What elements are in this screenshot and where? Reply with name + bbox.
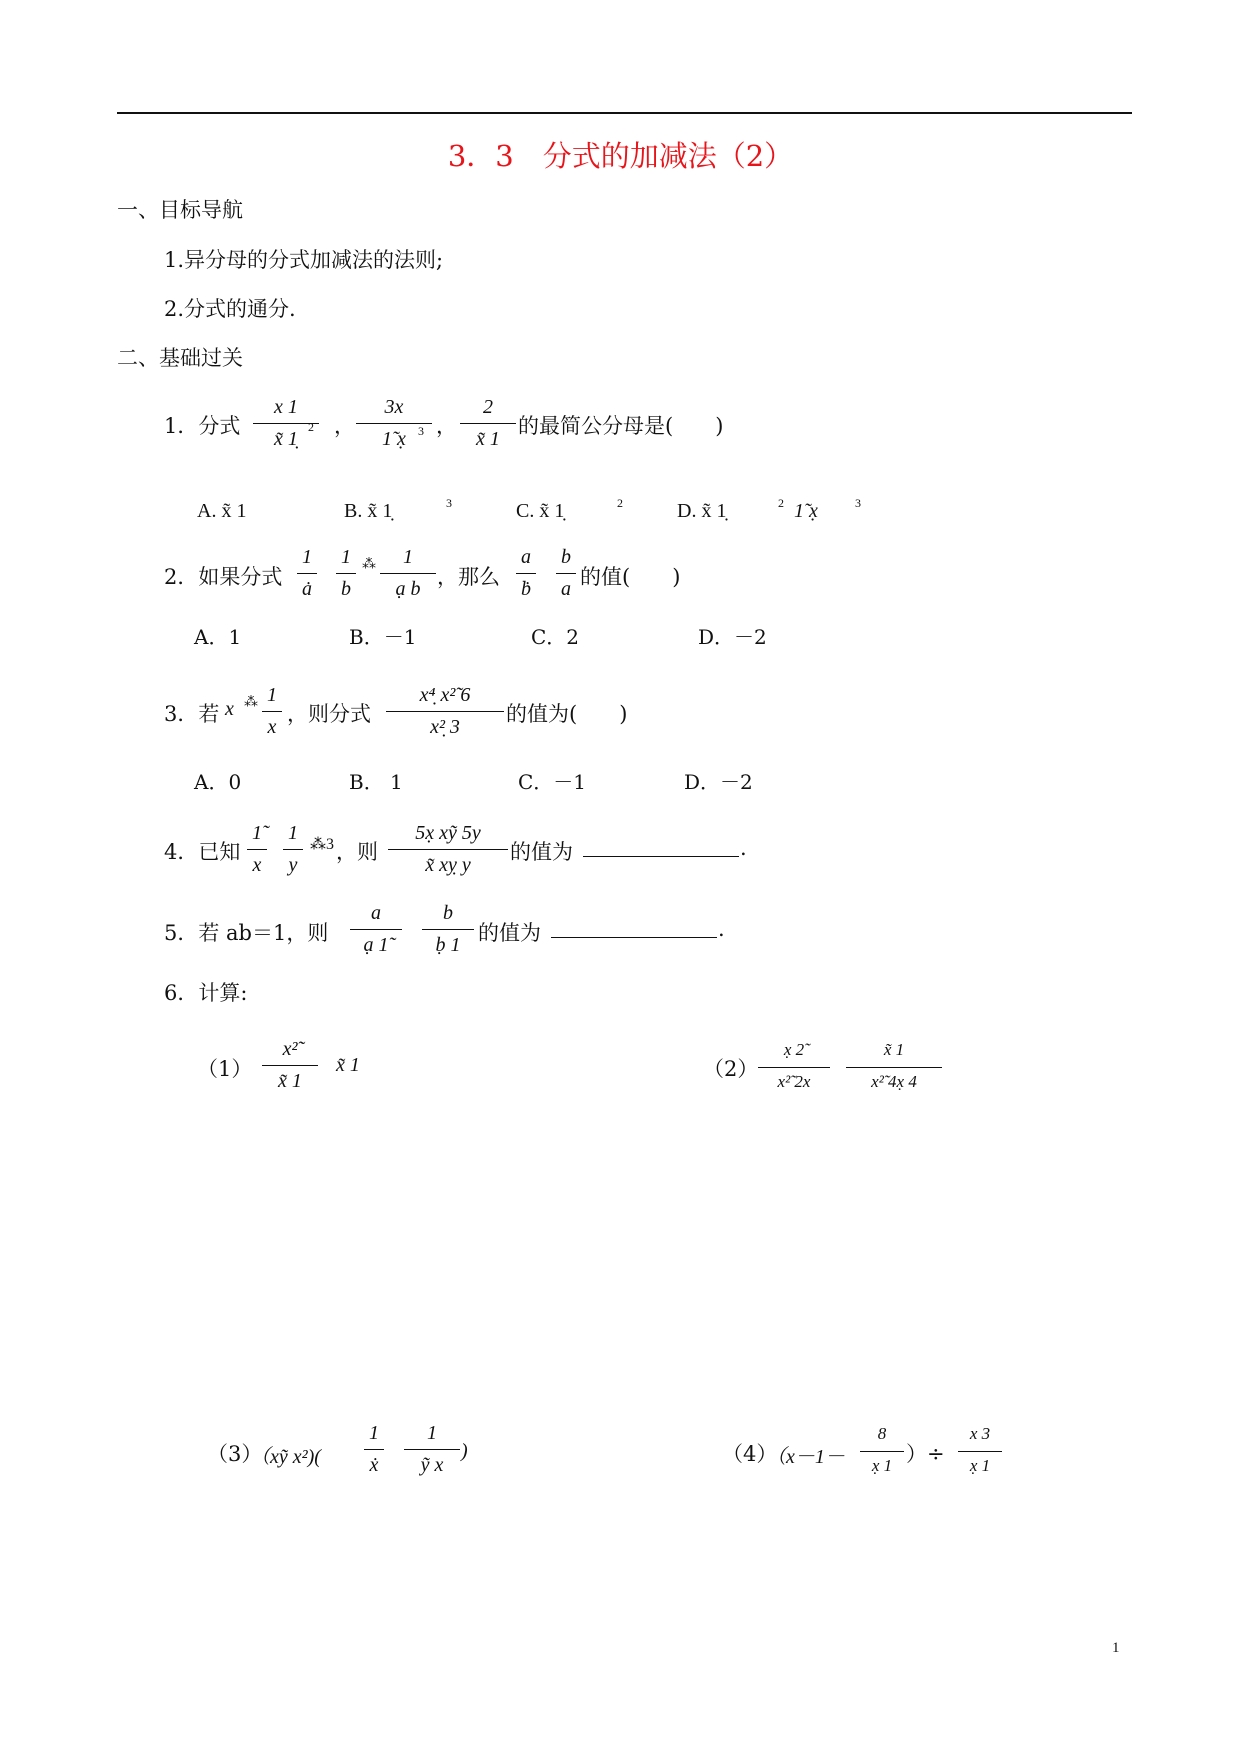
q5-end: . <box>718 917 725 941</box>
q6-p3-f1-numerator: 1 <box>369 1422 379 1444</box>
header-rule <box>117 112 1132 114</box>
q3-f2-denominator: x²̣ 3 <box>430 716 460 738</box>
q6-part4-fraction-1 <box>860 1424 904 1484</box>
q1-f3-numerator: 2 <box>483 396 493 418</box>
section-heading-goals: 一、目标导航 <box>117 198 243 222</box>
q2-fraction-1 <box>297 546 317 606</box>
q4-f2-denominator: y <box>288 854 298 876</box>
q2-fraction-3 <box>380 546 436 606</box>
q1-option-a: A. x̃ 1 <box>197 500 247 522</box>
fraction-bar <box>556 573 576 574</box>
q6-p2-f2-numerator: x̃ 1 <box>883 1040 905 1059</box>
fraction-bar <box>283 849 303 850</box>
q2-f1-denominator: ȧ <box>302 578 312 600</box>
q1-sep-1: ， <box>334 414 355 438</box>
fraction-bar <box>364 1449 384 1450</box>
q6-p4-f1-denominator: x̣ 1 <box>871 1456 893 1475</box>
q4-f1-denominator: x <box>252 854 262 876</box>
q2-f2-numerator: 1 <box>341 546 351 568</box>
q5-f1-denominator: ạ 1̃ <box>363 934 389 956</box>
q3-mid-text: ，则分式 <box>287 702 371 726</box>
q6-p2-f1-numerator: x̣ 2̃ <box>783 1040 805 1059</box>
q3-f1-numerator: 1 <box>267 684 277 706</box>
fraction-bar <box>262 711 282 712</box>
q1-f1-numerator: x 1 <box>274 396 298 418</box>
q4-fraction-1 <box>247 822 267 882</box>
q3-variable-x: x <box>225 698 234 720</box>
q2-mid-text: ，那么 <box>437 565 500 589</box>
fraction-bar <box>247 849 267 850</box>
q4-fraction-3 <box>388 822 508 882</box>
q6-p2-f2-denominator: x²̃ 4x̣ 4 <box>871 1072 917 1091</box>
q2-f3-denominator: ạ b <box>395 578 421 600</box>
q5-suffix: 的值为 <box>478 921 541 945</box>
section-heading-basics: 二、基础过关 <box>117 346 243 370</box>
q4-suffix: 的值为 <box>510 840 573 864</box>
q2-prefix: 2．如果分式 <box>164 565 283 589</box>
q3-option-c: C．－1 <box>518 770 587 794</box>
fraction-bar <box>336 573 356 574</box>
q2-f1-numerator: 1 <box>302 546 312 568</box>
q3-f2-numerator: x⁴̣ x²̃ 6 <box>419 684 471 706</box>
q4-end: . <box>740 836 747 860</box>
q6-part1-tail: x̃ 1 <box>336 1054 360 1076</box>
q3-fraction-1 <box>262 684 282 744</box>
q6-part4-pre: （x－1－ <box>766 1446 845 1468</box>
fraction-bar <box>350 929 402 930</box>
q1-option-b: B. x̃ 1̣ <box>344 500 393 522</box>
q2-fraction-2 <box>336 546 356 606</box>
q1-option-d: D. x̃ 1̣ <box>677 500 727 522</box>
q5-f2-denominator: ḅ 1 <box>435 934 461 956</box>
q6-p1-numerator: x²̃ <box>282 1038 298 1060</box>
q1-option-d-exponent: 2 <box>778 496 784 510</box>
q6-part2-fraction-2 <box>846 1040 942 1100</box>
fraction-bar <box>297 573 317 574</box>
q2-equals-symbol: ⁂ <box>362 557 376 572</box>
q6-part1-fraction <box>262 1038 318 1098</box>
page-title: 3．3 分式的加减法（2） <box>447 139 794 173</box>
q6-part1-label: （1） <box>197 1057 253 1081</box>
q6-part3-label: （3） <box>207 1442 263 1466</box>
q6-heading: 6．计算: <box>164 981 248 1005</box>
q5-f2-numerator: b <box>443 902 453 924</box>
q1-f3-denominator: x̃ 1 <box>476 428 500 450</box>
q2-f5-denominator: a <box>561 578 571 600</box>
q4-fraction-2 <box>283 822 303 882</box>
q6-part3-fraction-1 <box>364 1422 384 1482</box>
q6-part2-fraction-1 <box>758 1040 830 1100</box>
q4-prefix: 4．已知 <box>164 840 241 864</box>
q1-option-c: C. x̃ 1̣ <box>516 500 565 522</box>
q4-equals-three: ⁂3 <box>310 836 334 853</box>
q6-part3-fraction-2 <box>404 1422 460 1482</box>
fraction-bar <box>386 711 504 712</box>
q6-p3-f2-denominator: ỹ x <box>420 1454 444 1476</box>
q3-option-d: D．－2 <box>684 770 753 794</box>
q2-f4-denominator: ḃ <box>521 578 531 600</box>
q1-f1-denominator: x̃ 1̣ <box>274 428 298 450</box>
fraction-bar <box>516 573 536 574</box>
q1-fraction-3 <box>460 396 516 456</box>
q3-prefix: 3．若 <box>164 702 220 726</box>
q5-fraction-2 <box>422 902 474 962</box>
q2-fraction-4 <box>516 546 536 606</box>
q1-suffix: 的最简公分母是( ) <box>518 414 724 438</box>
q1-option-c-exponent: 2 <box>617 496 623 510</box>
q2-suffix: 的值( ) <box>580 565 681 589</box>
q6-p4-f2-numerator: x 3 <box>969 1424 991 1443</box>
fraction-bar <box>460 423 516 424</box>
q2-f5-numerator: b <box>561 546 571 568</box>
q4-answer-blank[interactable] <box>583 838 739 857</box>
q6-p4-f1-numerator: 8 <box>877 1424 887 1443</box>
fraction-bar <box>758 1067 830 1068</box>
q3-fraction-2 <box>386 684 504 744</box>
q2-f4-numerator: a <box>521 546 531 568</box>
goal-item-1: 1.异分母的分式加减法的法则; <box>164 248 444 272</box>
q6-part4-mid: ）÷ <box>906 1442 945 1466</box>
q6-p1-denominator: x̃ 1 <box>278 1070 302 1092</box>
q5-f1-numerator: a <box>371 902 381 924</box>
q6-p2-f1-denominator: x²̃ 2x <box>777 1072 811 1091</box>
q2-f2-denominator: b <box>341 578 351 600</box>
page-number: 1 <box>1112 1640 1120 1656</box>
q5-fraction-1 <box>350 902 402 962</box>
q6-p3-f2-numerator: 1 <box>427 1422 437 1444</box>
q4-f1-numerator: 1̃ <box>252 822 262 844</box>
q6-part3-pre: （xỹ x²)( <box>250 1446 321 1468</box>
q2-f3-numerator: 1 <box>403 546 413 568</box>
q4-f3-denominator: x̃ xỵ y <box>425 854 471 876</box>
q4-mid-text: ，则 <box>336 840 378 864</box>
q5-prefix: 5．若 ab＝1，则 <box>164 921 329 945</box>
q3-f1-denominator: x <box>267 716 277 738</box>
q4-f3-numerator: 5x̣ xỹ 5y <box>415 822 481 844</box>
q3-equals-symbol: ⁂ <box>244 695 258 710</box>
fraction-bar <box>404 1449 460 1450</box>
q1-f2-exponent: 3 <box>418 424 424 438</box>
q6-part4-label: （4） <box>722 1442 778 1466</box>
q3-option-b: B． 1 <box>349 770 403 794</box>
q3-option-a: A．0 <box>194 770 242 794</box>
q2-fraction-5 <box>556 546 576 606</box>
q1-f1-exponent: 2 <box>308 420 314 434</box>
q6-part4-fraction-2 <box>958 1424 1002 1484</box>
q6-p3-f1-denominator: ẋ <box>369 1454 379 1476</box>
q1-option-d-tail-exponent: 3 <box>855 496 861 510</box>
q1-option-b-exponent: 3 <box>446 496 452 510</box>
q1-f2-denominator: 1̃ x̣ <box>382 428 406 450</box>
fraction-bar <box>388 849 508 850</box>
goal-item-2: 2.分式的通分. <box>164 297 296 321</box>
q6-part2-label: （2） <box>703 1057 759 1081</box>
q2-option-c: C．2 <box>531 625 580 649</box>
q2-option-d: D．－2 <box>698 625 767 649</box>
fraction-bar <box>846 1067 942 1068</box>
fraction-bar <box>380 573 436 574</box>
q3-suffix: 的值为( ) <box>506 702 628 726</box>
q1-option-d-tail: 1̃ x̣ <box>794 500 818 522</box>
q4-f2-numerator: 1 <box>288 822 298 844</box>
q6-p4-f2-denominator: x̣ 1 <box>969 1456 991 1475</box>
fraction-bar <box>262 1065 318 1066</box>
q2-option-a: A．1 <box>194 625 242 649</box>
fraction-bar <box>860 1451 904 1452</box>
q6-part3-post: ) <box>461 1440 468 1462</box>
q1-f2-numerator: 3x <box>384 396 404 418</box>
q1-prefix: 1．分式 <box>164 414 241 438</box>
fraction-bar <box>422 929 474 930</box>
fraction-bar <box>958 1451 1002 1452</box>
q1-sep-2: ， <box>436 414 457 438</box>
q2-option-b: B．－1 <box>349 625 417 649</box>
q5-answer-blank[interactable] <box>551 919 717 938</box>
